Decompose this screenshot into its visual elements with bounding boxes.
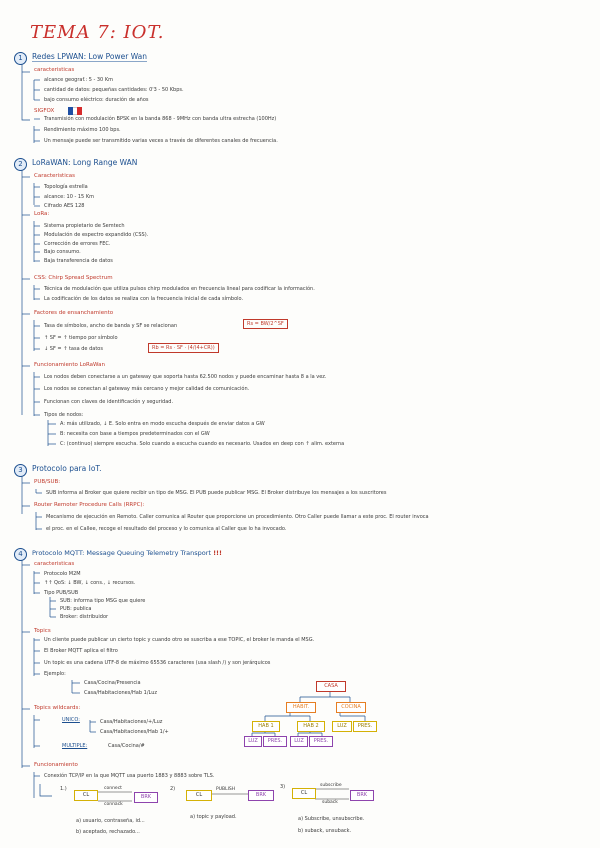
diagram-2-number: 2) [170, 786, 176, 792]
s4-topics-2: Un topic es una cadena UTF-8 de máximo 65536 caracteres (usa slash /) y son jerárquicos [44, 660, 271, 666]
formula-rb: Rb = Rs · SF · (4/(4+CR)) [148, 343, 219, 353]
s1-sigfox-1: Rendimiento máximo 100 bps. [44, 127, 121, 133]
s3-rpc-1: el proc. en el Callee, recoge el resultado del proceso y lo comunica al Caller que lo ha invocado. [46, 526, 287, 532]
tree-hab1-pres: PRES. [263, 736, 287, 747]
section-4-number: 4 [14, 548, 27, 561]
tree-root: CASA [316, 681, 346, 692]
diagram-3-note-a: a) Subscribe, unsubscribe. [298, 816, 365, 822]
diagram-1-note-b: b) aceptado, rechazado... [76, 829, 140, 835]
s4-car-2: Tipo PUB/SUB [44, 590, 79, 596]
s4-topics-0: Un cliente puede publicar un cierto topic y cuando otro se suscriba a ese TOPIC, el broker le manda el MSG. [44, 637, 315, 643]
s2-nodo-c: C: (continuo) siempre escucha. Solo cuando a escucha cuando es necesario. Usados en deep con ↑ alim. externa [60, 441, 345, 447]
s2-factores-0: Tasa de símbolos, ancho de banda y SF se relacionan [44, 323, 178, 329]
s4-topics-1: El Broker MQTT aplica el filtro [44, 648, 118, 654]
s4-topics-3: Ejemplo: [44, 671, 66, 677]
diagram-3-top-msg: subscribe [320, 783, 342, 788]
tree-hab2: HAB 2 [297, 721, 325, 732]
s2-car-1: alcance: 10 - 15 Km [44, 194, 94, 200]
diagram-1-note-a: a) usuario, contraseña, id... [76, 818, 145, 824]
france-flag-icon [68, 107, 82, 115]
tree-hab1: HAB 1 [252, 721, 280, 732]
s4-sub-role: SUB: informa tipo MSG que quiere [60, 598, 146, 604]
s4-pub-role: PUB: publica [60, 606, 92, 612]
tree-luz-cocina: LUZ [332, 721, 352, 732]
s3-rpc-label: Router Remoter Procedure Calls (RRPC): [34, 502, 145, 508]
s2-lora-2: Corrección de errores FEC. [44, 241, 111, 247]
s4-multiple-label: MULTIPLE: [62, 743, 88, 749]
section-4-title-text: Protocolo MQTT: Message Queuing Telemetry Transport [32, 549, 211, 557]
page-title: TEMA 7: IOT. [30, 22, 165, 43]
tree-habit: HABIT. [286, 702, 316, 713]
s4-unico-1: Casa/Habitaciones/Hab 1/+ [100, 729, 169, 735]
section-3-number: 3 [14, 464, 27, 477]
s2-func-label: Funcionamiento LoRaWan [34, 362, 105, 368]
s4-multiple-value: Casa/Cocina/# [108, 743, 145, 749]
section-4-title [32, 549, 222, 557]
section-3-title: Protocolo para IoT. [32, 464, 102, 473]
tree-hab2-luz: LUZ [290, 736, 308, 747]
s2-car-2: Cifrado AES 128 [44, 203, 85, 209]
s3-pubsub-label: PUB/SUB: [34, 479, 61, 485]
s4-car-1: ↑↑ QoS: ↓ BW, ↓ cons., ↓ recursos. [44, 580, 136, 586]
section-2-number: 2 [14, 158, 27, 171]
diagram-3-note-b: b) suback, unsuback. [298, 828, 352, 834]
s1-sigfox-2: Un mensaje puede ser transmitido varias veces a través de diferentes canales de frecuencia. [44, 138, 278, 144]
s4-unico-label: UNICO: [62, 717, 80, 723]
diagram-2-note-a: a) topic y payload. [190, 814, 237, 820]
s2-lora-label: LoRa: [34, 211, 50, 217]
s4-func-text: Conexión TCP/IP en la que MQTT usa puerto 1883 y 8883 sobre TLS. [44, 773, 215, 779]
s1-sigfox-0: Transmisión con modulación BPSK en la banda 868 - 9MHz con banda ultra estrecha (100Hz) [44, 116, 277, 122]
s4-car-0: Protocolo M2M [44, 571, 81, 577]
s3-rpc-0: Mecanismo de ejecución en Remoto. Caller comunica al Router que proporcione un procedimiento. Otro Caller puede llamar a este proc. El router invoca [46, 514, 429, 520]
s4-wildcards-label: Topics wildcards: [34, 705, 81, 711]
s2-func-3: Tipos de nodos: [44, 412, 84, 418]
tree-cocina: COCINA [336, 702, 366, 713]
s1-car-0: alcance geograf.: 5 - 30 Km [44, 77, 113, 83]
s2-lora-1: Modulación de espectro expandido (CSS). [44, 232, 149, 238]
diagram-3-client: CL [292, 788, 316, 799]
s3-pubsub-text: SUB informa al Broker que quiere recibir un tipo de MSG. El PUB puede publicar MSG. El Broker distribuye los mensajes a los suscritores [46, 490, 387, 496]
s4-unico-0: Casa/Habitaciones/+/Luz [100, 719, 163, 725]
s2-factores-1: ↑ SF = ↑ tiempo por símbolo [44, 335, 118, 341]
s2-func-2: Funcionan con claves de identificación y seguridad. [44, 399, 174, 405]
section-1-title: Redes LPWAN: Low Power Wan [32, 52, 148, 61]
s2-css-0: Técnica de modulación que utiliza pulsos chirp modulados en frecuencia lineal para codificar la información. [44, 286, 315, 292]
s2-func-0: Los nodos deben conectarse a un gateway que soporta hasta 62.500 nodos y puede encaminar hasta 8 a la vez. [44, 374, 327, 380]
diagram-2-client: CL [186, 790, 212, 801]
formula-rs: Rs = BW/2^SF [243, 319, 288, 329]
s2-car-0: Topología estrella [44, 184, 88, 190]
diagram-3-broker: BRK [350, 790, 374, 801]
diagram-1-client: CL [74, 790, 98, 801]
s1-car-2: bajo consumo eléctrico: duración de años [44, 97, 149, 103]
s1-car-label: caracteristicas [34, 67, 75, 73]
s2-func-1: Los nodos se conectan al gateway más cercano y mejor calidad de comunicación. [44, 386, 250, 392]
diagram-3-bottom-msg: suback [322, 800, 338, 805]
s4-car-label: caracteristicas [34, 561, 75, 567]
tree-pres-cocina: PRES. [353, 721, 377, 732]
diagram-2-broker: BRK [248, 790, 274, 801]
s4-topics-label: Topics [34, 628, 51, 634]
s2-factores-2: ↓ SF = ↑ tasa de datos [44, 346, 103, 352]
diagram-1-number: 1.) [60, 786, 67, 792]
tree-hab2-pres: PRES. [309, 736, 333, 747]
s2-css-1: La codificación de los datos se realiza con la frecuencia inicial de cada símbolo. [44, 296, 244, 302]
tree-hab1-luz: LUZ [244, 736, 262, 747]
s4-ejemplo-0: Casa/Cocina/Presencia [84, 680, 141, 686]
section-2-title: LoRaWAN: Long Range WAN [32, 158, 138, 167]
s4-broker-role: Broker: distribuidor [60, 614, 109, 620]
section-1-number: 1 [14, 52, 27, 65]
diagram-3-number: 3) [280, 784, 286, 790]
s2-car-label: Caracteristicas [34, 173, 76, 179]
s2-nodo-b: B: necesita con base a tiempos predeterminados con el GW [60, 431, 210, 437]
s2-css-label: CSS: Chirp Spread Spectrum [34, 275, 113, 281]
diagram-2-top-msg: PUBLISH [216, 787, 236, 792]
diagram-1-broker: BRK [134, 792, 158, 803]
s4-ejemplo-1: Casa/Habitaciones/Hab 1/Luz [84, 690, 157, 696]
s2-lora-3: Bajo consumo. [44, 249, 81, 255]
s2-factores-label: Factores de ensanchamiento [34, 310, 114, 316]
diagram-1-top-msg: connect [104, 786, 122, 791]
s2-lora-0: Sistema propietario de Semtech [44, 223, 125, 229]
s4-func-label: Funcionamiento [34, 762, 78, 768]
important-mark: !!! [213, 549, 222, 557]
s2-nodo-a: A: más utilizado, ↓ E. Solo entra en modo escucha después de enviar datos a GW [60, 421, 265, 427]
diagram-1-bottom-msg: connack [104, 802, 123, 807]
s1-sigfox-label: SIGFOX [34, 108, 55, 114]
s1-car-1: cantidad de datos: pequeñas cantidades: 0'3 - 50 Kbps. [44, 87, 184, 93]
s2-lora-4: Baja transferencia de datos [44, 258, 113, 264]
